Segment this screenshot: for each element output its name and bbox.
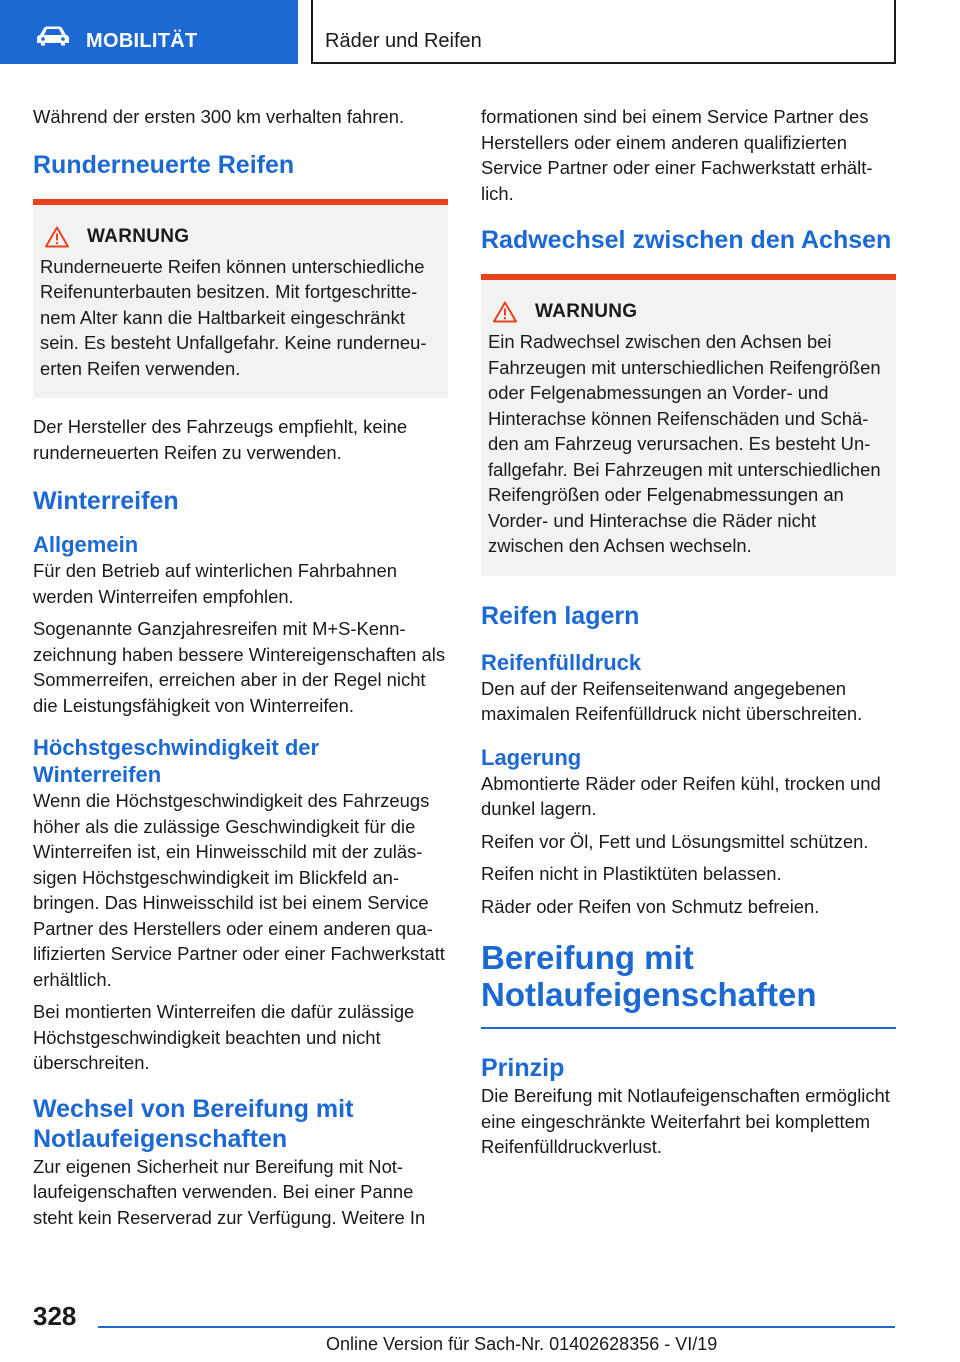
footer-online-version[interactable]: Online Version für Sach-Nr. 01402628356 - VI/19 xyxy=(326,1334,718,1354)
paragraph-prinzip: Die Bereifung mit Notlaufeigenschaften ermöglicht eine eingeschränkte Weiterfahrt bei komplettem Reifenfülldruckverlust. xyxy=(481,1085,890,1157)
section-divider xyxy=(481,1027,896,1029)
section-title: MOBILITÄT xyxy=(86,30,198,52)
heading-hoechstgeschwindigkeit: Höchstgeschwindigkeit der Winterreifen xyxy=(33,735,320,787)
paragraph-lagerung-2: Reifen vor Öl, Fett und Lösungsmittel schützen. xyxy=(481,830,869,852)
paragraph-lagerung-3: Reifen nicht in Plastiktüten belassen. xyxy=(481,863,782,884)
warning-box-radwechsel xyxy=(481,274,896,576)
footer-divider xyxy=(98,1326,895,1328)
warning-header xyxy=(488,300,890,324)
intro-text: Während der ersten 300 km verhalten fahren. xyxy=(33,106,405,127)
right-column xyxy=(481,104,896,1167)
paragraph-lagerung-1: Abmontierte Räder oder Reifen kühl, trocken und dunkel lagern. xyxy=(481,772,881,819)
paragraph-continued: formationen sind bei einem Service Partner des Herstellers oder einem anderen qualifizierten Service Partner oder einer Fachwerkstatt erhältlich. xyxy=(481,106,873,204)
warning-triangle-icon xyxy=(45,226,69,248)
paragraph-hoechstgeschwindigkeit-2: Bei montierten Winterreifen die dafür zulässige Höchstgeschwindigkeit beachten und nicht überschreiten. xyxy=(33,1001,415,1073)
heading-wechsel-bereifung: Wechsel von Bereifung mit Notlaufeigenschaften xyxy=(33,1094,354,1153)
warning-text: Ein Radwechsel zwischen den Achsen bei Fahrzeugen mit unterschiedlichen Reifengrößen oder Felgenabmessungen an Vorder- und Hinterachse können Reifenschäden und Schäden am Fahrzeug verursachen. Es besteht Unfallgefahr. Bei Fahrzeugen mit unterschiedlichen Reifengrößen oder Felgenabmessungen an Vorder- und Hinterachse die Räder nicht zwischen den Achsen wechseln. xyxy=(488,331,881,556)
warning-title: WARNUNG xyxy=(535,301,638,322)
heading-reifenfuelldruck: Reifenfülldruck xyxy=(481,649,642,675)
paragraph-hoechstgeschwindigkeit-1: Wenn die Höchstgeschwindigkeit des Fahrzeugs höher als die zulässige Geschwindigkeit für die Winterreifen ist, ein Hinweisschild mit der zulässigen Höchstgeschwindigkeit im Blickfeld anbringen. Das Hinweisschild ist bei einem Service Partner des Herstellers oder einem anderen qualifizierten Service Partner oder einer Fachwerkstatt erhältlich. xyxy=(33,790,445,990)
heading-winterreifen: Winterreifen xyxy=(33,487,179,515)
paragraph-lagerung-4: Räder oder Reifen von Schmutz befreien. xyxy=(481,895,820,917)
paragraph-reifenfuelldruck: Den auf der Reifenseitenwand angegebenen maximalen Reifenfülldruck nicht überschreiten. xyxy=(481,677,863,724)
heading-lagerung: Lagerung xyxy=(481,744,582,770)
heading-allgemein: Allgemein xyxy=(33,532,139,557)
warning-title: WARNUNG xyxy=(87,225,190,247)
left-column xyxy=(33,104,448,1237)
warning-header xyxy=(40,225,442,249)
chapter-header xyxy=(311,0,896,64)
heading-runderneuerte-reifen: Runderneuerte Reifen xyxy=(33,150,295,179)
paragraph-hersteller: Der Hersteller des Fahrzeugs empfiehlt, keine runderneuerten Reifen zu verwenden. xyxy=(33,416,408,463)
paragraph-allgemein-1: Für den Betrieb auf winterlichen Fahrbahnen werden Winterreifen empfohlen. xyxy=(33,560,397,607)
warning-box-runderneuerte xyxy=(33,199,448,399)
heading-radwechsel: Radwechsel zwischen den Achsen xyxy=(481,226,892,254)
heading-bereifung-notlauf: Bereifung mit Notlaufeigenschaften xyxy=(481,939,817,1013)
paragraph-allgemein-2: Sogenannte Ganzjahresreifen mit M+S-Kennzeichnung haben bessere Wintereigenschaften als Sommerreifen, erreichen aber in der Regel nicht die Leistungsfähigkeit von Winterreifen. xyxy=(33,618,446,716)
warning-triangle-icon xyxy=(493,301,517,323)
heading-reifen-lagern: Reifen lagern xyxy=(481,601,640,630)
car-icon xyxy=(36,26,70,46)
section-tab[interactable] xyxy=(0,0,298,64)
warning-text: Runderneuerte Reifen können unterschiedliche Reifenunterbauten besitzen. Mit fortgeschrittenem Alter kann die Haltbarkeit eingeschränkt sein. Es besteht Unfallgefahr. Keine runderneuerten Reifen verwenden. xyxy=(40,255,427,379)
paragraph-wechsel: Zur eigenen Sicherheit nur Bereifung mit Notlaufeigenschaften verwenden. Bei einer Panne steht kein Reserverad zur Verfügung. Weitere In xyxy=(33,1155,426,1228)
page-number: 328 xyxy=(33,1301,77,1331)
heading-prinzip: Prinzip xyxy=(481,1054,565,1082)
chapter-title: Räder und Reifen xyxy=(325,30,482,52)
